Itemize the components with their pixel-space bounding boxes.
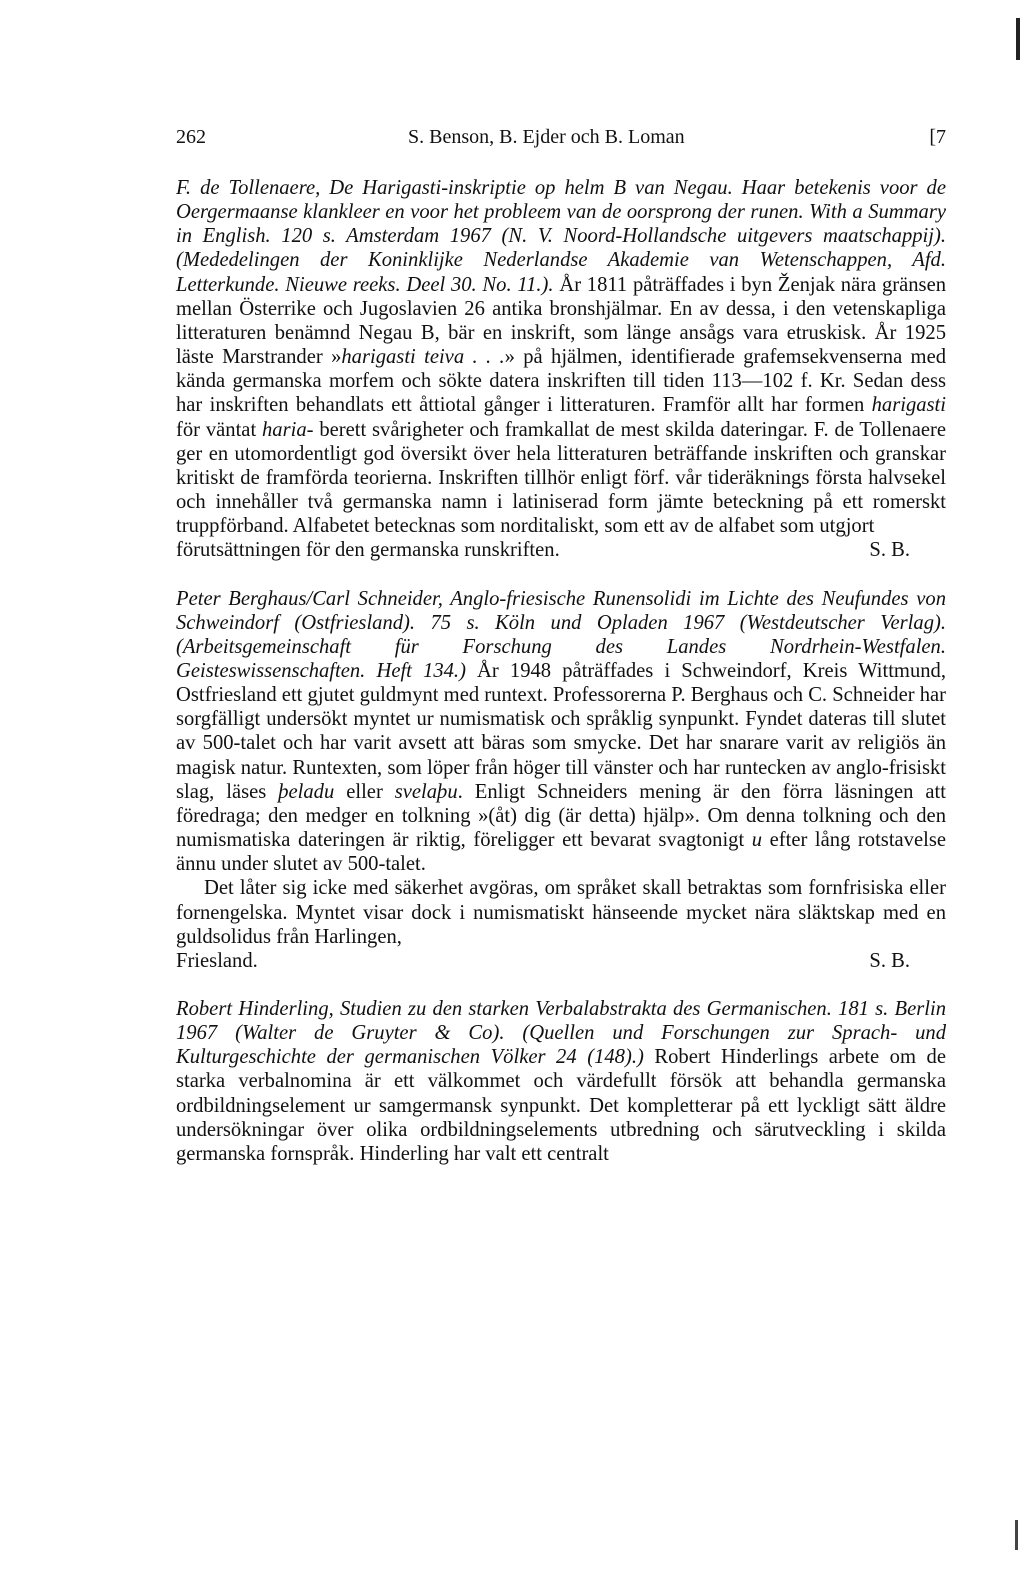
review-text: berett svårigheter och framkallat de mest skilda dateringar. F. de Tollenaere ger en utomordentligt god översikt över hela litteraturen beträffande inskriften och granskar kritiskt de framförda teorierna. Inskriften tillhör enligt förf. vår tideräknings första halvsekel och innehåller två germanska namn i latiniserad form jämte beteckning på ett romerskt truppförband. Alfabetet betecknas som norditaliskt, som ett av de alfabet som utgjort (176, 418, 946, 538)
review-entry (176, 176, 946, 563)
runic-word: þeladu (278, 780, 335, 803)
review-text: efter lång rotstavelse ännu under slutet av 500-talet. (176, 829, 946, 876)
reviewer-signature: S. B. (869, 949, 910, 972)
bibliographic-citation: Robert Hinderling, Studien zu den starken Verbalabstrakta des Germanischen. 181 s. Berlin 1967 (Walter de Gruyter & Co). (Quellen und Forschungen zur Sprach- und Kulturgeschichte der germanischen Völker 24 (148).) (176, 998, 946, 1069)
bibliographic-citation: F. de Tollenaere, De Harigasti-inskriptie op helm B van Negau. Haar betekenis voor de Oergermaanse klankleer en voor het probleem van de oorsprong der runen. With a Summary in English. 120 s. Amsterdam 1967 (N. V. Noord-Hollandsche uitgevers maatschappij). (Mededelingen der Koninklijke Nederlandse Akademie van Wetenschappen, Afd. Letterkunde. Nieuwe reeks. Deel 30. No. 11.). (176, 177, 946, 296)
review-text: Robert Hinderlings arbete om de starka verbalnomina är ett välkommet och värdefullt försök att behandla germanska ordbildningselement ur samgermansk synpunkt. Det kompletterar på ett lyckligt sätt äldre undersökningar över olika ordbildningselements utbredning och särutveckling i skilda germanska fornspråk. Hinderling har valt ett centralt (176, 1046, 946, 1165)
bibliographic-citation: Peter Berghaus/Carl Schneider, Anglo-friesische Runensolidi im Lichte des Neufundes von Schweindorf (Ostfriesland). 75 s. Köln und Opladen 1967 (Westdeutscher Verlag). (Arbeitsgemeinschaft für Forschung des Landes Nordrhein-Westfalen. Geisteswissenschaften. Heft 134.) (176, 587, 946, 682)
running-header (176, 126, 946, 156)
review-text: » på hjälmen, identifierade grafemsekvenserna med kända germanska morfem och sökte datera inskriften till tiden 113—102 f. Kr. Sedan dess har inskriften behandlats ett åttiotal gånger i litteraturen. Framför allt har formen (176, 346, 947, 417)
review-text: . Enligt Schneiders mening är den förra läsningen att föredraga; den medger en tolkning »(åt) dig (är detta) hjälp». Om denna tolkning och den numismatiska dateringen är riktig, föreligger ett bevarat svagtonigt (176, 780, 946, 852)
review-text: för väntat (176, 418, 262, 441)
review-paragraph (176, 176, 946, 538)
review-paragraph: Det låter sig icke med säkerhet avgöras, om språket skall betraktas som fornfrisiska eller fornengelska. Myntet visar dock i numismatiskt hänseende mycket nära släktskap med en guldsolidus från Harlingen, (176, 877, 946, 948)
review-text: År 1948 påträffades i Schweindorf, Kreis Wittmund, Ostfriesland ett gjutet guldmynt med runtext. Professorerna P. Berghaus och C. Schneider har sorgfälligt undersökt myntet ur numismatisk och språklig synpunkt. Fyndet dateras till slutet av 500-talet och har varit avsett att bäras som smycke. Det har snarare varit av religiös än magisk natur. Runtexten, som löper från höger till vänster och har runtecken av anglo-frisiskt slag, läses (176, 659, 947, 803)
review-entry (176, 587, 946, 974)
closing-line (176, 949, 946, 973)
review-text-last-line: förutsättningen för den germanska runskriften. (176, 539, 560, 562)
scan-edge-mark (1016, 18, 1020, 60)
reviewer-signature: S. B. (869, 539, 910, 562)
runic-word: harigasti (871, 394, 946, 417)
closing-line (176, 538, 946, 562)
review-text: eller (334, 780, 395, 803)
running-head-authors: S. Benson, B. Ejder och B. Loman (408, 126, 685, 148)
main-text-column (176, 176, 946, 1166)
review-paragraph (176, 997, 946, 1166)
runic-word: svelaþu (394, 780, 458, 803)
review-text: År 1811 påträffades i byn Ženjak nära gränsen mellan Österrike och Jugoslavien 26 antika bronshjälmar. En av dessa, i den vetenskapliga litteraturen benämnd Negau B, bär en inskrift, som länge ansågs vara etruskisk. År 1925 läste Marstrander » (176, 273, 947, 369)
review-paragraph (176, 587, 946, 877)
runic-reading: harigasti teiva . . . (341, 346, 505, 369)
page-number: 262 (176, 126, 206, 148)
review-entry (176, 997, 946, 1166)
runic-word: haria- (262, 418, 314, 441)
runic-word: u (751, 829, 763, 852)
scan-edge-speck (1015, 1520, 1018, 1550)
section-mark: [7 (929, 126, 946, 148)
review-text-last-line: Friesland. (176, 949, 258, 972)
